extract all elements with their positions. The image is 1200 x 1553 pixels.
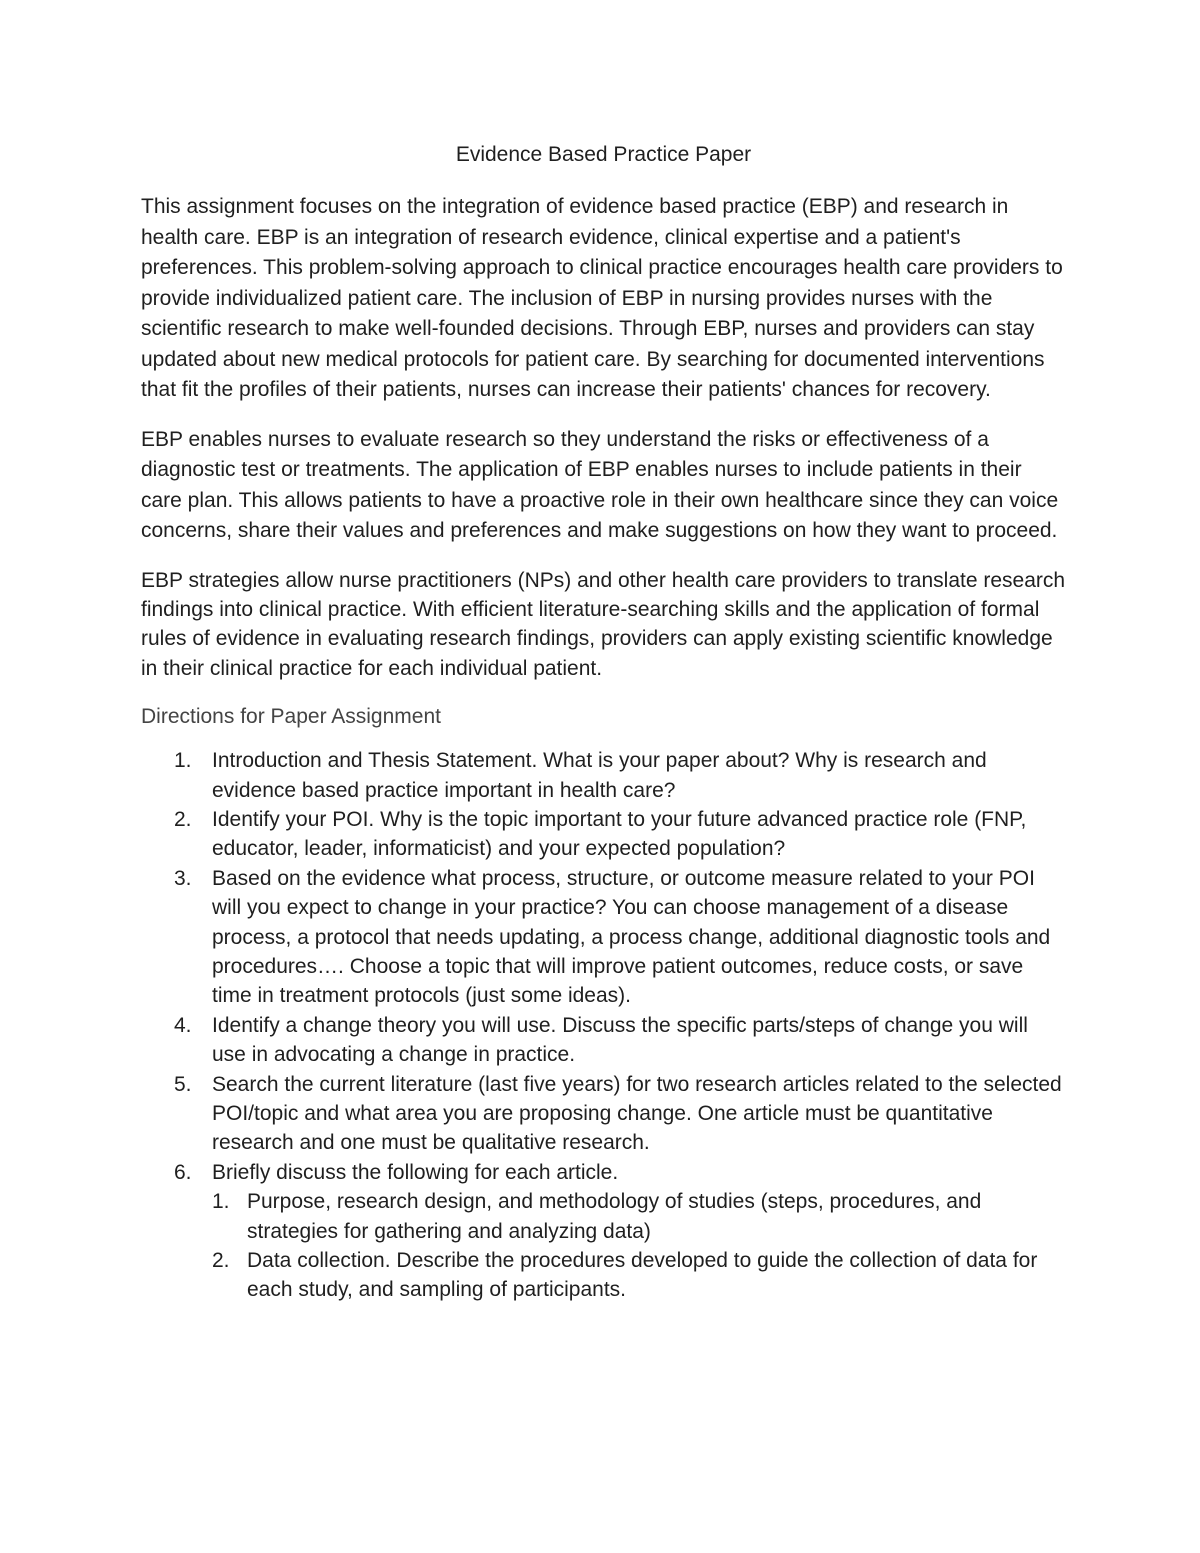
list-number: 4. xyxy=(174,1013,192,1037)
list-item-text: Identify your POI. Why is the topic important to your future advanced practice role (FNP, educator, leader, informaticist) and your expected population? xyxy=(212,807,1027,861)
list-item xyxy=(141,1011,1066,1070)
ebp-nurses-paragraph: EBP enables nurses to evaluate research so they understand the risks or effectiveness of a diagnostic test or treatments. The application of EBP enables nurses to include patients in their care plan. This allows patients to have a proactive role in their own healthcare since they can voice concerns, share their values and preferences and make suggestions on how they want to proceed. xyxy=(141,427,1059,542)
list-item-text: Based on the evidence what process, structure, or outcome measure related to your POI will you expect to change in your practice? You can choose management of a disease process, a protocol that needs updating, a process change, additional diagnostic tools and procedures…. Choose a topic that will improve patient outcomes, reduce costs, or save time in treatment protocols (just some ideas). xyxy=(212,866,1051,1008)
sub-list xyxy=(212,1187,1066,1305)
intro-paragraph: This assignment focuses on the integration of evidence based practice (EBP) and research in health care. EBP is an integration of research evidence, clinical expertise and a patient's preferences. This problem-solving approach to clinical practice encourages health care providers to provide individualized patient care. The inclusion of EBP in nursing provides nurses with the scientific research to make well-founded decisions. Through EBP, nurses and providers can stay updated about new medical protocols for patient care. By searching for documented interventions that fit the profiles of their patients, nurses can increase their patients' chances for recovery. xyxy=(141,195,1063,401)
list-number: 1. xyxy=(174,749,192,773)
list-item-text: Briefly discuss the following for each article. xyxy=(212,1160,619,1184)
sub-list-number: 1. xyxy=(212,1190,230,1214)
sub-list-item-text: Data collection. Describe the procedures developed to guide the collection of data for each study, and sampling of participants. xyxy=(247,1249,1038,1302)
sub-list-number: 2. xyxy=(212,1249,230,1273)
list-item xyxy=(141,746,1066,805)
list-item xyxy=(141,805,1066,864)
list-item-text: Search the current literature (last five years) for two research articles related to the selected POI/topic and what area you are proposing change. One article must be quantitative research and one must be qualitative research. xyxy=(212,1072,1062,1155)
list-number: 6. xyxy=(174,1160,192,1184)
directions-list xyxy=(141,746,1066,1305)
list-number: 2. xyxy=(174,807,192,831)
list-number: 5. xyxy=(174,1072,192,1096)
directions-heading: Directions for Paper Assignment xyxy=(141,705,441,729)
list-item xyxy=(141,1158,1066,1305)
sub-list-item xyxy=(212,1187,1066,1246)
list-item-text: Identify a change theory you will use. Discuss the specific parts/steps of change you will use in advocating a change in practice. xyxy=(212,1013,1028,1067)
list-item xyxy=(141,864,1066,1011)
sub-list-item xyxy=(212,1246,1066,1305)
list-item-text: Introduction and Thesis Statement. What is your paper about? Why is research and evidence based practice important in health care? xyxy=(212,749,987,802)
list-number: 3. xyxy=(174,866,192,890)
document-page xyxy=(141,140,1066,1305)
ebp-strategies-paragraph: EBP strategies allow nurse practitioners (NPs) and other health care providers to translate research findings into clinical practice. With efficient literature-searching skills and the application of formal rules of evidence in evaluating research findings, providers can apply existing scientific knowledge in their clinical practice for each individual patient. xyxy=(141,568,1066,680)
list-item xyxy=(141,1070,1066,1158)
page-title: Evidence Based Practice Paper xyxy=(455,143,752,166)
sub-list-item-text: Purpose, research design, and methodology of studies (steps, procedures, and strategies for gathering and analyzing data) xyxy=(247,1190,982,1243)
